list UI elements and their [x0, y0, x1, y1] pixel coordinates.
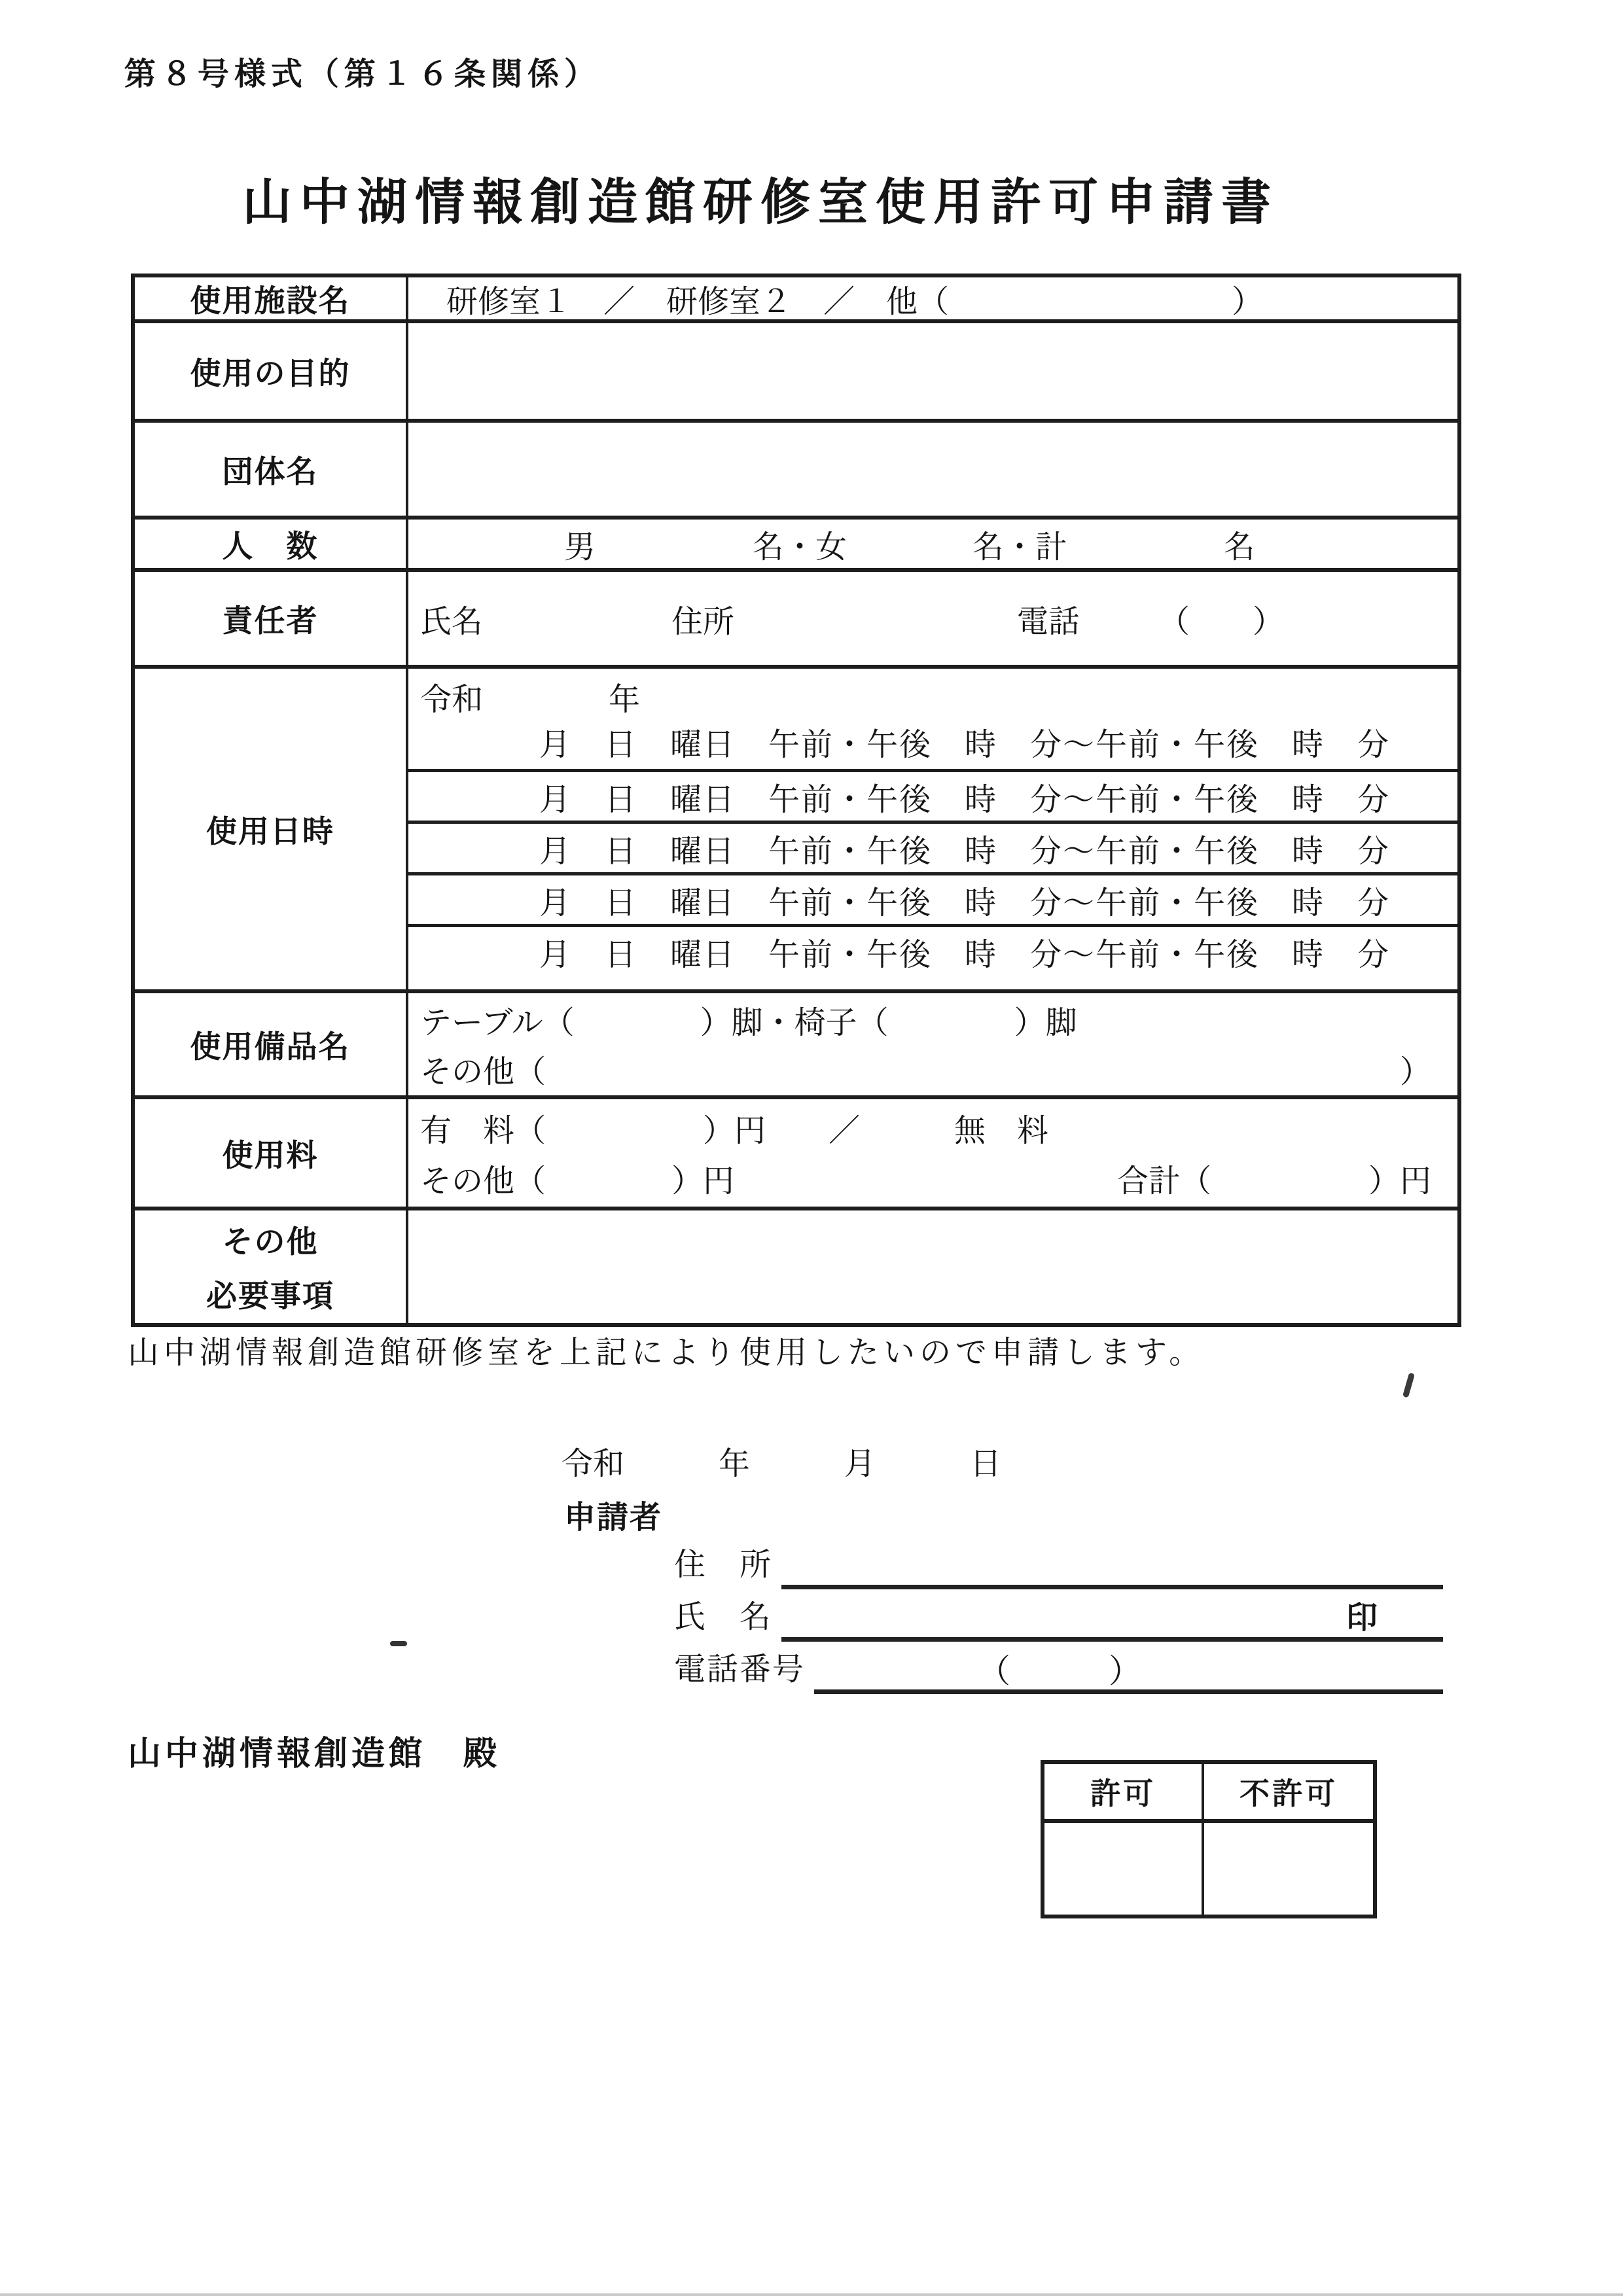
usage-schedule-line: 月 日 曜日 午前・午後 時 分～午前・午後 時 分	[408, 769, 1457, 821]
equipment-line-1: テーブル（ ）脚・椅子（ ）脚	[420, 1006, 1077, 1040]
page-title: 山中湖情報創造館研修室使用許可申請書	[242, 175, 1279, 230]
purpose-label: 使用の目的	[135, 323, 408, 419]
row-facility	[135, 277, 1457, 323]
row-purpose	[135, 323, 1457, 423]
address-label: 住 所	[674, 1547, 773, 1582]
group-label: 団体名	[135, 423, 408, 516]
usage-era-line: 令和 年	[420, 682, 641, 717]
purpose-field	[408, 323, 1457, 419]
fee-line-2	[408, 1156, 1457, 1201]
applicant-heading: 申請者	[564, 1500, 663, 1535]
statement-line: 山中湖情報創造館研修室を上記により使用したいので申請します。	[128, 1335, 1205, 1370]
row-equipment	[135, 993, 1457, 1099]
address-row	[674, 1539, 1443, 1589]
phone-row	[674, 1644, 1443, 1694]
approval-table	[1041, 1760, 1377, 1918]
usage-schedule-line: 月 日 曜日 午前・午後 時 分～午前・午後 時 分	[408, 924, 1457, 976]
name-label: 氏 名	[674, 1600, 773, 1634]
name-row	[674, 1591, 1443, 1642]
phone-parens: （ ）	[978, 1653, 1142, 1689]
scan-edge	[0, 2293, 1623, 2296]
facility-options: 研修室１ ／ 研修室２ ／ 他（ ）	[446, 284, 1264, 319]
other-notes-field	[408, 1210, 1457, 1323]
row-datetime	[135, 669, 1457, 993]
usage-schedule-line: 月 日 曜日 午前・午後 時 分～午前・午後 時 分	[408, 821, 1457, 872]
fee-other-amount: その他（ ）円	[420, 1164, 735, 1199]
group-name-field	[408, 423, 1457, 516]
row-other-notes	[135, 1210, 1457, 1323]
seal-label: 印	[1346, 1600, 1378, 1635]
form-code: 第８号様式（第１６条関係）	[124, 57, 601, 92]
facility-label: 使用施設名	[135, 277, 408, 319]
scan-artifact	[390, 1641, 407, 1646]
other-notes-label-line2: 必要事項	[206, 1280, 334, 1314]
manager-label: 責任者	[135, 572, 408, 665]
equipment-other-close: ）	[1399, 1055, 1431, 1089]
other-notes-label-line1: その他	[222, 1226, 319, 1260]
address-underline	[781, 1544, 1443, 1589]
people-label: 人 数	[135, 520, 408, 568]
recipient-line: 山中湖情報創造館 殿	[128, 1736, 501, 1773]
usage-schedule-line: 月 日 曜日 午前・午後 時 分～午前・午後 時 分	[539, 728, 1391, 762]
deny-header-cell: 不許可	[1240, 1777, 1338, 1810]
deny-body-cell	[1204, 1823, 1373, 1915]
phone-underline	[814, 1649, 1443, 1694]
approval-body-row	[1044, 1823, 1373, 1915]
equipment-other-open: その他（	[420, 1055, 546, 1089]
application-table	[131, 274, 1461, 1327]
equipment-label: 使用備品名	[135, 993, 408, 1095]
row-group	[135, 423, 1457, 520]
approval-header-row	[1044, 1764, 1373, 1823]
people-count-fields: 男 名・女 名・計 名	[564, 529, 1256, 565]
manager-fields: 氏名 住所 電話 （ ）	[420, 604, 1285, 639]
fee-line-1: 有 料（ ）円 ／ 無 料	[420, 1113, 1049, 1148]
datetime-label: 使用日時	[135, 669, 408, 989]
equipment-line-2	[408, 1046, 1457, 1091]
fee-total-amount: 合計（ ）円	[1116, 1164, 1431, 1199]
usage-schedule-line: 月 日 曜日 午前・午後 時 分～午前・午後 時 分	[408, 872, 1457, 924]
row-manager	[135, 572, 1457, 669]
other-notes-label	[135, 1210, 408, 1323]
equipment-fields	[408, 993, 1457, 1095]
phone-label: 電話番号	[674, 1652, 806, 1687]
row-fee	[135, 1099, 1457, 1210]
scan-artifact	[1402, 1372, 1415, 1398]
fee-label: 使用料	[135, 1099, 408, 1207]
approve-header-cell: 許可	[1044, 1764, 1204, 1819]
approve-body-cell	[1044, 1823, 1204, 1915]
fee-fields	[408, 1099, 1457, 1207]
datetime-first-block	[408, 669, 1457, 769]
application-date-line: 令和 年 月 日	[562, 1447, 1002, 1481]
row-people	[135, 520, 1457, 572]
name-underline	[781, 1597, 1443, 1642]
datetime-fields	[408, 669, 1457, 989]
